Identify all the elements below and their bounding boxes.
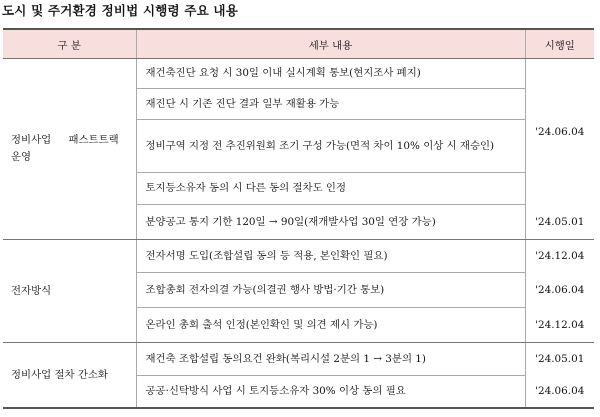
category-cell — [3, 59, 136, 240]
document-title: 도시 및 주거환경 정비법 시행령 주요 내용 — [2, 3, 238, 18]
date-cell: '24.06.04 — [535, 284, 585, 296]
category-line: 정비사업 절차 간소화 — [11, 368, 108, 381]
date-cell: '24.12.04 — [525, 308, 594, 343]
category-cell — [3, 343, 136, 409]
header-detail: 세부 내용 — [136, 29, 525, 59]
detail-cell: 재진단 시 기존 진단 결과 일부 재활용 가능 — [136, 89, 525, 120]
header-category: 구 분 — [3, 29, 136, 59]
detail-cell: 공공·신탁방식 사업 시 토지등소유자 30% 이상 동의 필요 — [136, 376, 525, 409]
date-cell: '24.12.04 — [535, 250, 585, 263]
header-date: 시행일 — [525, 29, 594, 59]
detail-cell: 전자서명 도입(조합설립 동의 등 적용, 본인확인 필요) — [136, 240, 525, 273]
category-cell — [3, 240, 136, 343]
detail-cell: 정비구역 지정 전 추진위원회 조기 구성 가능(면적 차이 10% 이상 시 재승인) — [136, 120, 525, 173]
date-cell: '24.05.01 — [535, 353, 585, 366]
table-header-row — [3, 29, 594, 59]
table-row — [3, 240, 594, 273]
category-line: 정비사업 패스트트랙 — [11, 134, 119, 146]
detail-cell: 조합총회 전자의결 가능(의결권 행사 방법·기간 통보) — [136, 273, 525, 308]
category-line: 전자방식 — [11, 284, 52, 297]
detail-cell: 재건축진단 요청 시 30일 이내 실시계획 통보(현지조사 폐지) — [136, 59, 525, 89]
detail-cell: 토지등소유자 동의 시 다른 동의 절차도 인정 — [136, 173, 525, 205]
table-row — [3, 343, 594, 376]
main-table — [3, 28, 594, 409]
table-row — [3, 59, 594, 89]
detail-cell: 재건축 조합설립 동의요건 완화(복리시설 2분의 1 → 3분의 1) — [136, 343, 525, 376]
category-line: 운영 — [11, 151, 32, 163]
detail-cell: 분양공고 통지 기한 120일 → 90일(재개발사업 30일 연장 가능) — [136, 205, 525, 240]
date-cell: '24.06.04 — [535, 385, 585, 398]
date-cell: '24.06.04 — [535, 125, 585, 138]
detail-cell: 온라인 총회 출석 인정(본인확인 및 의견 제시 가능) — [136, 308, 525, 343]
date-cell: '24.05.01 — [525, 205, 594, 240]
